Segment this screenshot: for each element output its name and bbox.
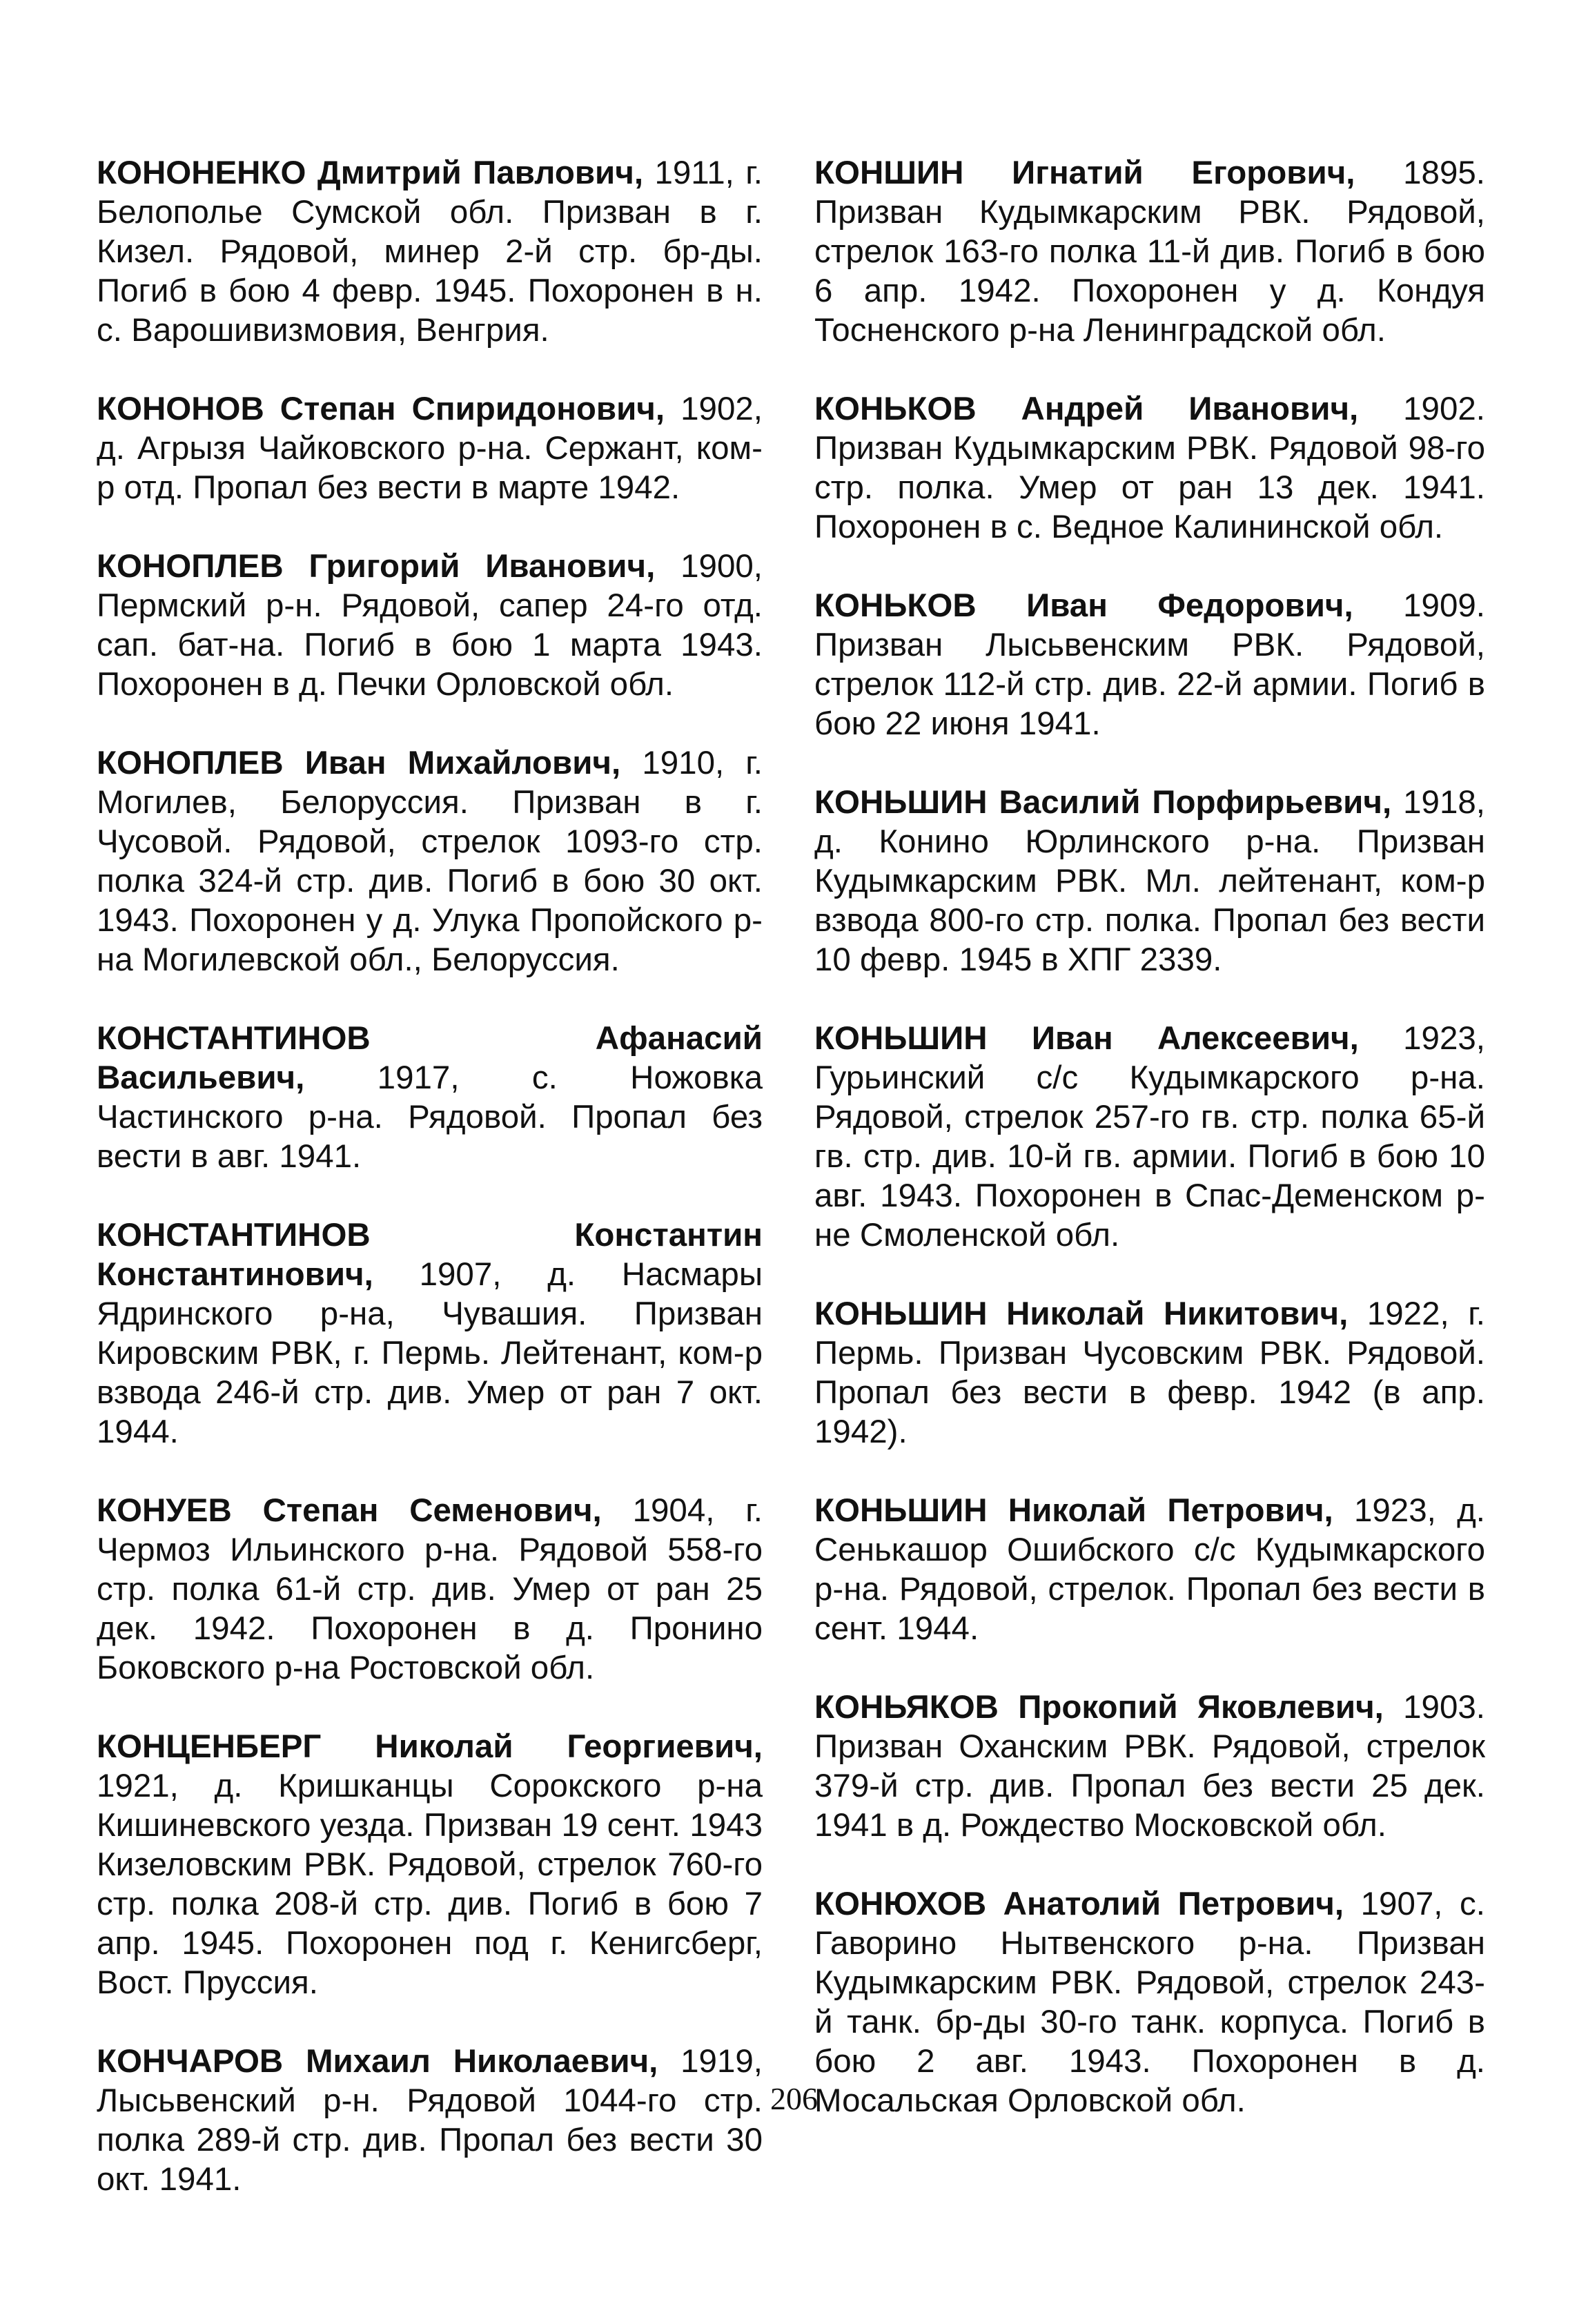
entry-konshin-vasily — [814, 783, 1485, 979]
entry-text: 1923, Гурьинский с/с Кудымкарского р-на. Рядовой, стрелок 257-го гв. стр. полка 65-й гв. стр. див. 10-й гв. армии. Погиб в бою 10 авг. 1943. Похоронен в Спас-Деменском р-не Смоленской обл. — [814, 1020, 1485, 1253]
entry-konshin-nikolay-petrovich — [814, 1491, 1485, 1648]
entry-text: 1895. Призван Кудымкарским РВК. Рядовой, стрелок 163-го полка 11-й див. Погиб в бою 6 апр. 1942. Похоронен у д. Кондуя Тосненского р-на Ленинградской обл. — [814, 155, 1485, 349]
entry-konstantinov-konstantin — [97, 1215, 763, 1452]
entry-name: КОНСТАНТИНОВ Константин Константинович, — [97, 1217, 763, 1293]
entry-name: КОНОНОВ Степан Спиридонович, — [97, 391, 665, 427]
entry-konshin-nikolay-nikitovich — [814, 1294, 1485, 1452]
entry-name: КОНЦЕНБЕРГ Николай Георгиевич, — [97, 1728, 763, 1765]
entry-name: КОНШИН Игнатий Егорович, — [814, 155, 1355, 191]
entry-name: КОНЬШИН Николай Никитович, — [814, 1296, 1349, 1332]
entry-name: КОНЮХОВ Анатолий Петрович, — [814, 1886, 1344, 1922]
entry-text: 1919, Лысьвенский р-н. Рядовой 1044-го стр. полка 289-й стр. див. Пропал без вести 30 окт. 1941. — [97, 2043, 763, 2198]
entry-koncenberg — [97, 1727, 763, 2002]
entry-text: 1903. Призван Оханским РВК. Рядовой, стрелок 379-й стр. див. Пропал без вести 25 дек. 1941 в д. Рождество Московской обл. — [814, 1689, 1485, 1844]
entry-name: КОНСТАНТИНОВ Афанасий Васильевич, — [97, 1020, 763, 1096]
right-column — [814, 153, 1485, 2160]
entry-kononenko — [97, 153, 763, 350]
entry-konoplev-ivan — [97, 743, 763, 979]
entry-text: 1922, г. Пермь. Призван Чусовским РВК. Рядовой. Пропал без вести в февр. 1942 (в апр. 1942). — [814, 1296, 1486, 1450]
entry-name: КОНЧАРОВ Михаил Николаевич, — [97, 2043, 658, 2080]
entry-name: КОНЬЯКОВ Прокопий Яковлевич, — [814, 1689, 1384, 1726]
entry-text: 1918, д. Конино Юрлинского р-на. Призван Кудымкарским РВК. Мл. лейтенант, ком-р взвода 800-го стр. полка. Пропал без вести 10 февр. 1945 в ХПГ 2339. — [814, 784, 1485, 978]
entry-text: 1923, д. Сенькашор Ошибского с/с Кудымкарского р-на. Рядовой, стрелок. Пропал без вести в сент. 1944. — [814, 1492, 1485, 1647]
entry-name: КОНЬШИН Василий Порфирьевич, — [814, 784, 1392, 821]
entry-konuev — [97, 1491, 763, 1688]
entry-text: 1911, г. Белополье Сумской обл. Призван в г. Кизел. Рядовой, минер 2-й стр. бр-ды. Погиб в бою 4 февр. 1945. Похоронен в н. с. Варошивизмовия, Венгрия. — [97, 155, 763, 349]
entry-konyakov — [814, 1688, 1485, 1845]
entry-text: 1909. Призван Лысьвенским РВК. Рядовой, стрелок 112-й стр. див. 22-й армии. Погиб в бою 22 июня 1941. — [814, 587, 1485, 742]
entry-text: 1917, с. Ножовка Частинского р-на. Рядовой. Пропал без вести в авг. 1941. — [97, 1060, 763, 1175]
entry-konkov-ivan — [814, 586, 1485, 743]
entry-text: 1902, д. Агрызя Чайковского р-на. Сержант, ком-р отд. Пропал без вести в марте 1942. — [97, 391, 763, 506]
entry-konshin — [814, 153, 1485, 350]
entry-name: КОНОНЕНКО Дмитрий Павлович, — [97, 155, 644, 191]
entry-konoplev-grigory — [97, 547, 763, 704]
entry-name: КОНУЕВ Степан Семенович, — [97, 1492, 602, 1529]
entry-name: КОНЬКОВ Иван Федорович, — [814, 587, 1353, 624]
entry-name: КОНЬШИН Николай Петрович, — [814, 1492, 1333, 1529]
entry-text: 1904, г. Чермоз Ильинского р-на. Рядовой 558-го стр. полка 61-й стр. див. Умер от ран 25 дек. 1942. Похоронен в д. Пронино Боковского р-на Ростовской обл. — [97, 1492, 763, 1686]
entry-kononov — [97, 389, 763, 507]
entry-text: 1902. Призван Кудымкарским РВК. Рядовой 98-го стр. полка. Умер от ран 13 дек. 1941. Похоронен в с. Ведное Калининской обл. — [814, 391, 1485, 545]
entry-text: 1907, д. Насмары Ядринского р-на, Чувашия. Призван Кировским РВК, г. Пермь. Лейтенант, ком-р взвода 246-й стр. див. Умер от ран 7 окт. 1944. — [97, 1256, 763, 1450]
entry-text: 1900, Пермский р-н. Рядовой, сапер 24-го отд. сап. бат-на. Погиб в бою 1 марта 1943. Похоронен в д. Печки Орловской обл. — [97, 548, 763, 703]
entry-name: КОНЬКОВ Андрей Иванович, — [814, 391, 1359, 427]
entry-konkov-andrey — [814, 389, 1485, 547]
entry-text: 1921, д. Кришканцы Сорокского р-на Кишиневского уезда. Призван 19 сент. 1943 Кизеловским РВК. Рядовой, стрелок 760-го стр. полка 208-й стр. див. Погиб в бою 7 апр. 1945. Похоронен под г. Кенигсберг, Вост. Пруссия. — [97, 1768, 763, 2001]
page-number: 206 — [770, 2081, 818, 2116]
entry-koncharov — [97, 2042, 763, 2199]
entry-text: 1907, с. Гаворино Нытвенского р-на. Призван Кудымкарским РВК. Рядовой, стрелок 243-й танк. бр-ды 30-го танк. корпуса. Погиб в бою 2 авг. 1943. Похоронен в д. Мосальская Орловской обл. — [814, 1886, 1485, 2119]
entry-konstantinov-afanasy — [97, 1019, 763, 1176]
entry-name: КОНЬШИН Иван Алексеевич, — [814, 1020, 1359, 1057]
entry-text: 1910, г. Могилев, Белоруссия. Призван в г. Чусовой. Рядовой, стрелок 1093-го стр. полка 324-й стр. див. Погиб в бою 30 окт. 1943. Похоронен у д. Улука Пропойского р-на Могилевской обл., Белоруссия. — [97, 745, 763, 978]
left-column — [97, 153, 763, 2238]
entry-name: КОНОПЛЕВ Иван Михайлович, — [97, 745, 621, 781]
entry-konshin-ivan — [814, 1019, 1485, 1255]
entry-name: КОНОПЛЕВ Григорий Иванович, — [97, 548, 656, 585]
